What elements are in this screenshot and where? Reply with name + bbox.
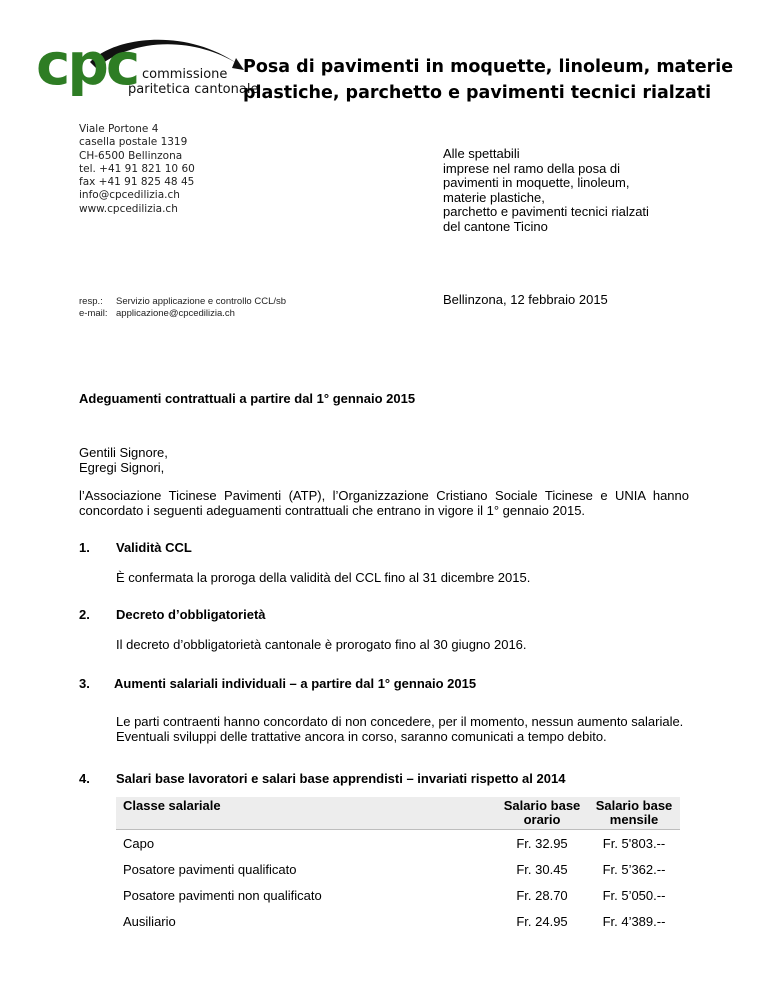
- address-fax: fax +41 91 825 48 45: [79, 176, 195, 189]
- row-hourly: Fr. 28.70: [516, 887, 568, 903]
- recipient-line5: parchetto e pavimenti tecnici rialzati: [443, 204, 649, 219]
- address-web: www.cpcedilizia.ch: [79, 202, 178, 215]
- logo-text: [128, 67, 258, 97]
- salary-table: [116, 797, 680, 934]
- sender-address: [79, 123, 195, 216]
- row-monthly: Fr. 5'803.--: [602, 835, 666, 851]
- section-2-number: 2.: [79, 607, 90, 622]
- greeting: [79, 445, 168, 475]
- section-3-number: 3.: [79, 676, 90, 691]
- row-class: Ausiliario: [123, 913, 176, 929]
- logo-acronym: cpc: [36, 30, 138, 98]
- letter-date: Bellinzona, 12 febbraio 2015: [443, 292, 608, 307]
- row-hourly: Fr. 30.45: [516, 861, 568, 877]
- header-hourly-line1: Salario base: [503, 798, 581, 813]
- recipient-line3: pavimenti in moquette, linoleum,: [443, 175, 630, 190]
- letter-subject: Adeguamenti contrattuali a partire dal 1° gennaio 2015: [79, 391, 416, 406]
- title-line1: Posa di pavimenti in moquette, linoleum, materie: [243, 57, 734, 77]
- address-city: CH-6500 Bellinzona: [79, 149, 183, 162]
- row-class: Capo: [123, 835, 155, 851]
- row-monthly: Fr. 5’050.--: [602, 887, 666, 903]
- section-1-body: È confermata la proroga della validità del CCL fino al 31 dicembre 2015.: [116, 570, 531, 585]
- address-street: Viale Portone 4: [79, 123, 159, 135]
- title-line2: plastiche, parchetto e pavimenti tecnici rialzati: [243, 83, 712, 103]
- section-4-title: Salari base lavoratori e salari base apprendisti – invariati rispetto al 2014: [116, 771, 566, 786]
- section-3-body-line2: Eventuali sviluppi delle trattative ancora in corso, saranno comunicati a tempo debito.: [116, 729, 607, 744]
- header-hourly-line2: orario: [523, 812, 561, 827]
- row-monthly: Fr. 5’362.--: [602, 861, 666, 877]
- logo-line2: paritetica cantonale: [128, 82, 259, 97]
- salary-table-header: [116, 797, 680, 830]
- table-row: [116, 882, 680, 908]
- header-class: Classe salariale: [116, 797, 496, 830]
- section-4-number: 4.: [79, 771, 90, 786]
- email-label: e-mail:: [79, 308, 108, 319]
- header-hourly: [496, 797, 588, 830]
- recipient-line6: del cantone Ticino: [443, 218, 548, 234]
- address-tel: tel. +41 91 821 10 60: [79, 162, 195, 175]
- section-1-number: 1.: [79, 540, 90, 555]
- recipient-line2: imprese nel ramo della posa di: [443, 160, 621, 176]
- row-hourly: Fr. 32.95: [516, 835, 568, 851]
- email-value: applicazione@cpcedilizia.ch: [116, 308, 235, 319]
- greeting-line2: Egregi Signori,: [79, 460, 165, 475]
- header-monthly: [588, 797, 680, 830]
- table-row: [116, 908, 680, 934]
- section-1-title: Validità CCL: [116, 540, 192, 555]
- recipient-line4: materie plastiche,: [443, 189, 545, 205]
- contact-block: [79, 296, 286, 320]
- header-monthly-line1: Salario base: [595, 798, 673, 813]
- address-po-box: casella postale 1319: [79, 136, 188, 149]
- header-monthly-line2: mensile: [609, 812, 659, 827]
- section-3-title: Aumenti salariali individuali – a partire dal 1° gennaio 2015: [114, 676, 477, 691]
- resp-label: resp.:: [79, 296, 103, 307]
- intro-paragraph: l’Associazione Ticinese Pavimenti (ATP), l’Organizzazione Cristiano Sociale Ticinese e UNIA hanno concordato i seguenti adeguamenti contrattuali che entrano in vigore il 1° gennaio 2015.: [79, 488, 689, 518]
- recipient-line1: Alle spettabili: [443, 146, 520, 161]
- table-row: [116, 856, 680, 882]
- document-title: [243, 54, 763, 106]
- recipient-block: [443, 147, 649, 234]
- logo-line1: commissione: [142, 67, 228, 82]
- greeting-line1: Gentili Signore,: [79, 445, 168, 460]
- row-class: Posatore pavimenti qualificato: [123, 861, 297, 877]
- section-2-title: Decreto d’obbligatorietà: [116, 607, 266, 622]
- row-monthly: Fr. 4’389.--: [602, 913, 666, 929]
- address-email: info@cpcedilizia.ch: [79, 189, 180, 202]
- section-3-body: [116, 714, 683, 744]
- table-row: [116, 830, 680, 857]
- section-2-body: Il decreto d’obbligatorietà cantonale è prorogato fino al 30 giugno 2016.: [116, 637, 527, 652]
- row-hourly: Fr. 24.95: [516, 913, 568, 929]
- resp-value: Servizio applicazione e controllo CCL/sb: [116, 296, 287, 307]
- row-class: Posatore pavimenti non qualificato: [123, 887, 322, 903]
- section-3-body-line1: Le parti contraenti hanno concordato di non concedere, per il momento, nessun aumento salariale.: [116, 714, 684, 729]
